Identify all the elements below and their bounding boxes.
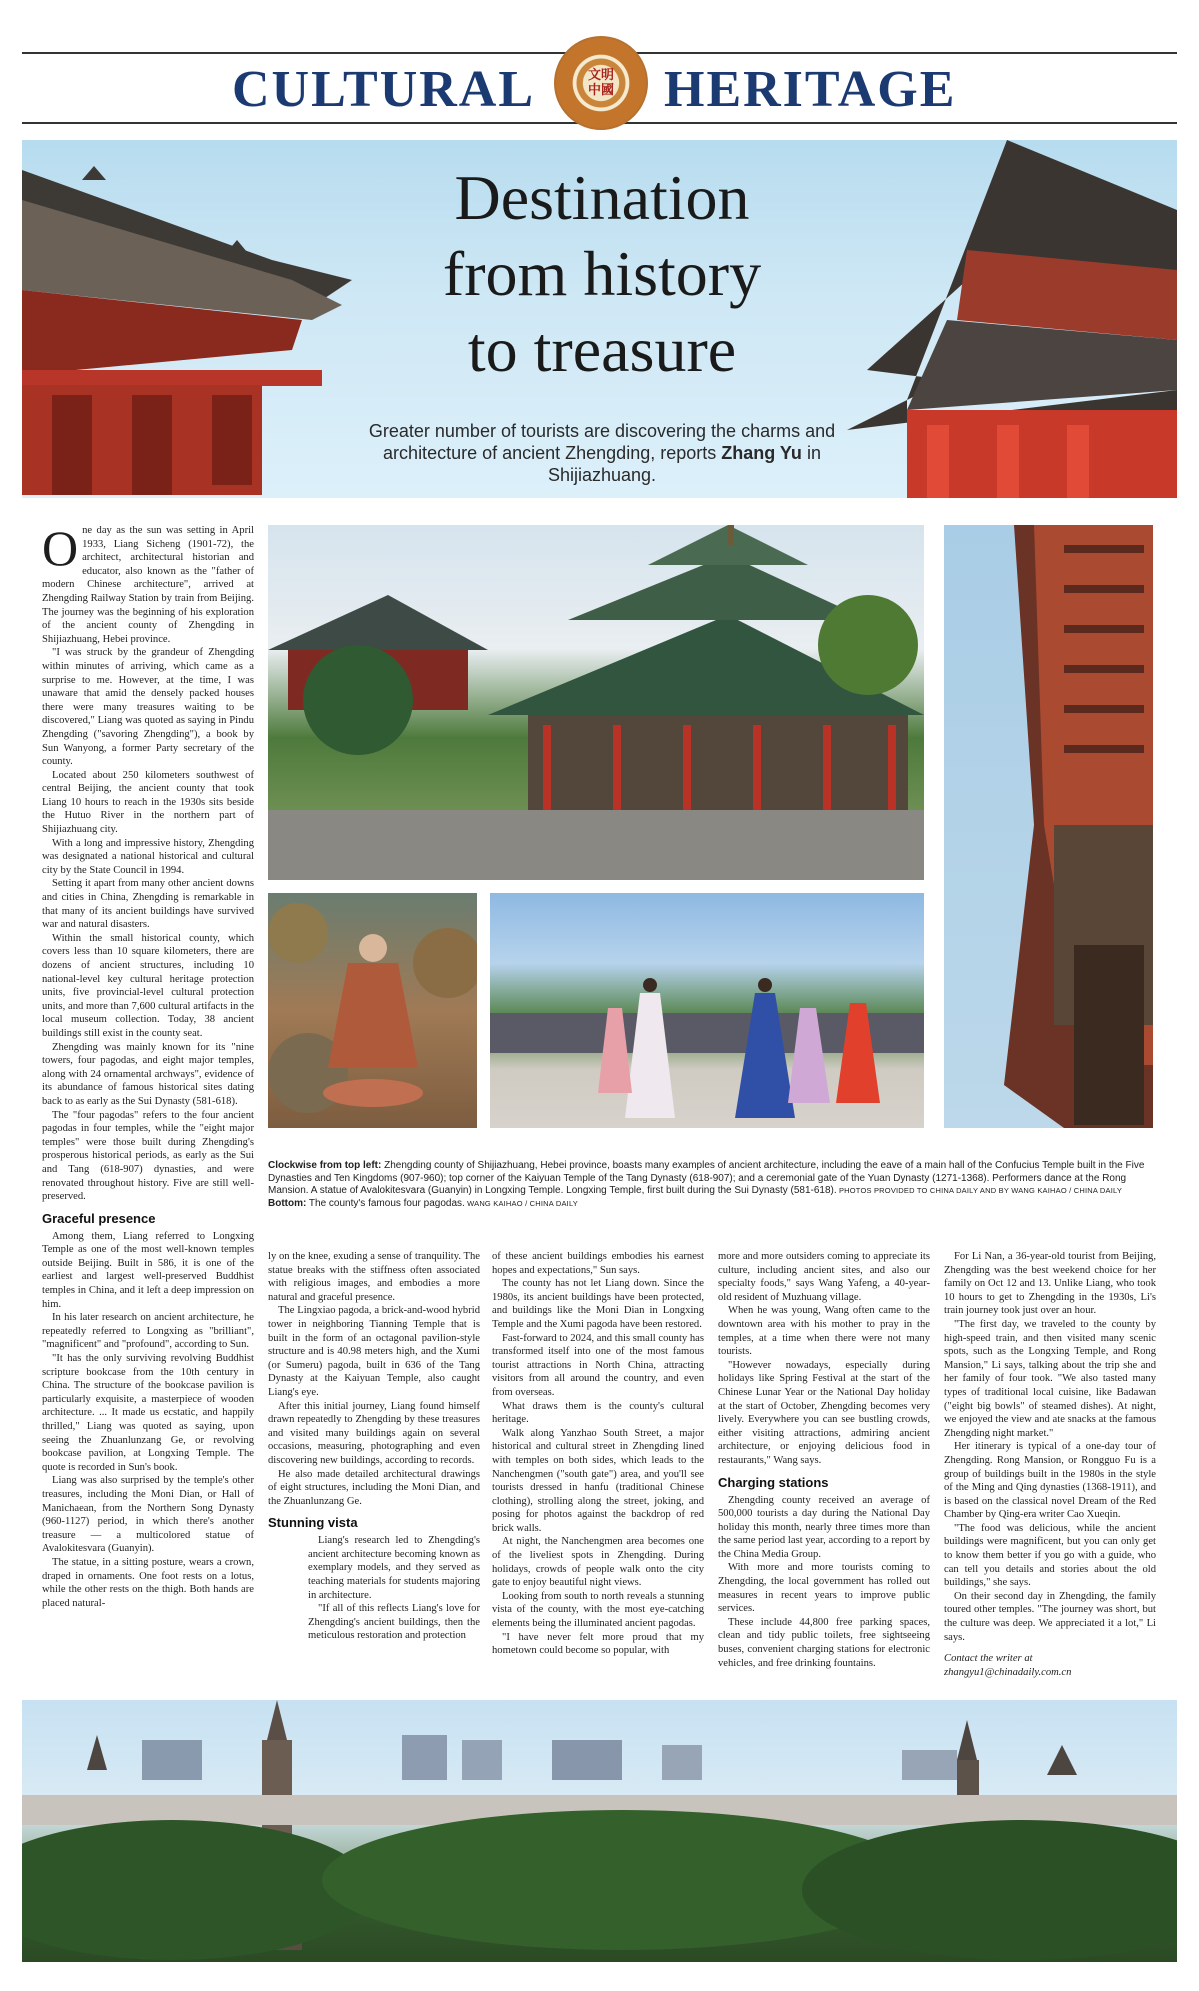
paragraph: "I have never felt more proud that my hometown could become so popular, with [492,1631,704,1657]
subhead-graceful-presence: Graceful presence [42,1210,156,1226]
deck [352,420,852,486]
paragraph: Liang's research led to Zhengding's ancient architecture becoming known as exemplary models, and they served as teaching materials for students majoring in architecture. [308,1535,480,1601]
paragraph: The statue, in a sitting posture, wears a crown, draped in ornaments. One foot rests on a lotus, while the other rests on the thigh. Both hands are placed natural- [42,1556,254,1609]
paragraph: One day as the sun was setting in April 1933, Liang Sicheng (1901-72), the architect, architectural historian and educator, also known as the "father of modern Chinese architecture", arrived at Zhengding Railway Station by train from Beijing. The journey was the beginning of his exploration of the ancient county of Zhengding in Shijiazhuang, Hebei province. [42,520,254,645]
paragraph: Looking from south to north reveals a stunning vista of the county, with the most eye-catching elements being the illuminated ancient pagodas. [492,1590,704,1630]
deck-author: Zhang Yu [721,443,802,463]
paragraph: "The first day, we traveled to the county by high-speed train, and then visited many scenic spots, such as the Longxing Temple, and Rong Mansion," Li says, talking about the trip she and her family of four took. "We also tasted many types of traditional local cuisine, like Badawan ("eight big bowls" of steamed dishes). At night, we enjoyed the view and ate snacks at the famous Zhengding night market." [944,1318,1156,1439]
photo-guanyin-statue [268,893,477,1128]
deck-text: Greater number of tourists are discovering the charms and architecture of ancient Zhengding, reports [368,421,836,463]
headline-line: Destination [454,162,750,233]
paragraph: Her itinerary is typical of a one-day tour of Zhengding. Rong Mansion, or Rongguo Fu is a group of buildings built in the 1980s in the style of the Ming and Qing dynasties (1368-1911), and is based on the classical novel Dream of the Red Chamber by Qing-era writer Cao Xueqin. [944,1441,1156,1521]
caption-bottom-lead: Bottom: [268,1197,307,1209]
paragraph: The Lingxiao pagoda, a brick-and-wood hybrid tower in neighboring Tianning Temple that is built in the form of an octagonal pavilion-style structure and is 40.98 meters high, and the Xumi (or Sumeru) pagoda, built in 636 of the Tang Dynasty at the Kaiyuan Temple, also caught Liang's eye. [268,1305,480,1398]
dropcap: O [42,520,79,576]
paragraph: Among them, Liang referred to Longxing Temple as one of the most well-known temples outside Beijing. Built in 586, it is one of the earliest and largest well-preserved Buddhist temples in China, and it left a deep impression on him. [42,1230,254,1310]
photo-hanfu-performers [490,893,924,1128]
eave-left-illustration [22,140,402,498]
paragraph: Liang was also surprised by the temple's other treasures, including the Moni Dian, or Hall of Manichaean, from the Northern Song Dynasty (960-1127) period, in which there's another treasure — a multicolored statue of Avalokitesvara (Guanyin). [42,1475,254,1555]
subhead-stunning-vista: Stunning vista [268,1515,358,1531]
cultural-seal-icon [554,36,648,130]
caption-bottom-text: The county's famous four pagodas. [306,1197,465,1209]
paragraph: Setting it apart from many other ancient downs and cities in China, Zhengding is remarkable in that many of its ancient buildings have survived war and natural disasters. [42,878,254,931]
paragraph: In his later research on ancient architecture, he repeatedly referred to Longxing as "brilliant", "magnificent" and "profound", according to Sun. [42,1312,254,1351]
paragraph: Walk along Yanzhao South Street, a major historical and cultural street in Zhengding lined with temples on both sides, which leads to the Nanchengmen ("south gate") area, and you'll see tourists dressed in hanfu (traditional Chinese clothing), strolling along the street, joking, and posing for photos against the backdrop of red brick walls. [492,1427,704,1534]
caption-text: Zhengding county of Shijiazhuang, Hebei province, boasts many examples of ancient architecture, including the eave of a main hall of the Confucius Temple built in the Five Dynasties and Ten Kingdoms (907-960); top corner of the Kaiyuan Temple of the Tang Dynasty (618-907); and a ceremonial gate of the Yuan Dynasty (1271-1368). Performers dance at the Rong Mansion. A statue of Avalokitesvara (Guanyin) in Longxing Temple. Longxing Temple, first built during the Sui Dynasty (581-618). [268,1160,1145,1196]
paragraph: more and more outsiders coming to appreciate its culture, including ancient sites, and also our specialty foods," says Wang Yafeng, a 40-year-old resident of Muzhuang village. [718,1251,930,1303]
paragraph: Zhengding county received an average of 500,000 tourists a day during the National Day holiday this month, nearly three times more than the same period last year, according to a report by the China Media Group. [718,1494,930,1560]
deck-text-end: in Shijiazhuang. [547,443,821,485]
seal-text-bottom: 中國 [587,83,614,98]
footer-pagodas-panorama [22,1700,1177,1962]
paragraph: Within the small historical county, which covers less than 10 square kilometers, there are dozens of ancient structures, including 10 national-level key cultural heritage protection units, five provincial-level cultural protection units, and more than 7,600 cultural artifacts in the local museum collection. Today, 38 ancient buildings still exist in the county seat. [42,932,254,1039]
headline [382,160,822,388]
article-column-1 [42,520,254,1610]
paragraph: "If all of this reflects Liang's love for Zhengding's ancient buildings, then the meticulous restoration and protection [308,1603,480,1642]
paragraph: What draws them is the county's cultural heritage. [492,1400,704,1426]
photo-caption [268,1160,1153,1210]
paragraph: Fast-forward to 2024, and this small county has transformed itself into one of the most famous tourist attractions in North China, attracting visitors from all around the country, and even from overseas. [492,1332,704,1398]
paragraph: "The food was delicious, while the ancient buildings were magnificent, but you can only get to know them better if you go with a guide, who can tell you details and stories about the old buildings," she says. [944,1522,1156,1589]
contact-email[interactable]: zhangyu1@chinadaily.com.cn [944,1666,1072,1678]
photo-temple-eave [944,525,1153,1128]
article-column-4 [718,1250,930,1670]
paragraph: With a long and impressive history, Zhengding was designated a national historical and cultural city by the State Council in 1994. [42,837,254,876]
photo-kaiyuan-temple [268,525,924,880]
paragraph: These include 44,800 free parking spaces, clean and tidy public toilets, free sightseeing buses, convenient charging stations for electronic vehicles, and free drinking fountains. [718,1616,930,1669]
tower-right-illustration [847,140,1177,498]
paragraph: For Li Nan, a 36-year-old tourist from Beijing, Zhengding was the best weekend choice for her family on Oct 12 and 13. Unlike Liang, who took 10 hours to get to Zhengding in the 1930s, Li's train journey took just over an hour. [944,1251,1156,1317]
caption-lead: Clockwise from top left: [268,1160,382,1171]
paragraph: of these ancient buildings embodies his earnest hopes and expectations," Sun says. [492,1251,704,1276]
paragraph: At night, the Nanchengmen area becomes one of the liveliest spots in Zhengding. During holidays, crowds of people walk onto the city gate to enjoy beautiful night views. [492,1536,704,1589]
paragraph: ly on the knee, exuding a sense of tranquility. The statue breaks with the stiffness often associated with religious images, and embodies a more natural and graceful presence. [268,1251,480,1303]
paragraph: Located about 250 kilometers southwest of central Beijing, the ancient county that took Liang 10 hours to reach in the 1930s sits beside the Hutuo River in the northern part of Shijiazhuang city. [42,769,254,836]
masthead-left: CULTURAL [232,61,536,118]
paragraph: After this initial journey, Liang found himself drawn repeatedly to Zhengding by these treasures and visited many buildings again on several occasions, measuring, photographing and even discovering new buildings, according to records. [268,1400,480,1466]
caption-bottom-credit: WANG KAIHAO / CHINA DAILY [464,1198,578,1208]
paragraph: With more and more tourists coming to Zhengding, the local government has rolled out measures in recent years to improve public services. [718,1562,930,1615]
article-column-2 [268,1250,480,1643]
paragraph: Zhengding was mainly known for its "nine towers, four pagodas, and eight major temples, along with 24 ornamental archways", evidence of its abundance of famous historical sites dating back to as early as the Sui Dynasty (581-618). [42,1041,254,1107]
caption-credit: PHOTOS PROVIDED TO CHINA DAILY AND BY WANG KAIHAO / CHINA DAILY [836,1186,1123,1195]
paragraph: The "four pagodas" refers to the four ancient pagodas in four temples, while the "eight major temples" were those built during Zhengding's prosperous historical periods, as early as the Sui and Tang (618-907) dynasties, and were renovated throughout history. Five are still well-preserved. [42,1109,254,1203]
contact-label: Contact the writer at [944,1653,1033,1665]
headline-line: to treasure [467,314,737,385]
masthead-right: HERITAGE [664,61,957,118]
paragraph: "It has the only surviving revolving Buddhist scripture bookcase from the 10th century in China. The structure of the bookcase pavilion is particularly exquisite, a masterpiece of wooden architecture. ... It made us ecstatic, and happily thrilled," Liang was quoted as saying, upon seeing the Zhuanlunzang Ge, or revolving bookcase pavilion, at Longxing Temple. The quote is recorded in Sun's book. [42,1353,254,1473]
paragraph: "I was struck by the grandeur of Zhengding within minutes of arriving, which came as a surprise to me. However, at the time, I was unaware that amid the densely packed houses there were many treasures waiting to be discovered," Liang was quoted as saying in Pindu Zhengding ("savoring Zhengding"), a book by Sun Wanyong, a former Party secretary of the county. [42,647,254,768]
article-column-3 [492,1250,704,1658]
paragraph: "However nowadays, especially during holidays like Spring Festival at the start of the Chinese Lunar Year or the National Day holiday at the start of October, Zhengding becomes very lively. Everywhere you can see bustling crowds, either visiting attractions, admiring ancient architecture, or enjoying delicious food in restaurants," Wang says. [718,1359,930,1466]
article-column-5 [944,1250,1156,1679]
seal-text-top: 文明 [587,68,614,83]
paragraph: The county has not let Liang down. Since the 1980s, its ancient buildings have been protected, and buildings like the Moni Dian in Longxing Temple and the Xumi pagoda have been restored. [492,1278,704,1330]
paragraph: He also made detailed architectural drawings of eight structures, including the Moni Dian, and the Zhuanlunzang Ge. [268,1468,480,1507]
paragraph: On their second day in Zhengding, the family toured other temples. "The journey was short, but the culture was deep. We appreciated it a lot," Li says. [944,1590,1156,1643]
hero-banner [22,140,1177,498]
paragraph: When he was young, Wang often came to the downtown area with his mother to pray in the temples, at a time when there were not many tourists. [718,1305,930,1358]
subhead-charging-stations: Charging stations [718,1474,829,1490]
headline-line: from history [442,238,762,309]
